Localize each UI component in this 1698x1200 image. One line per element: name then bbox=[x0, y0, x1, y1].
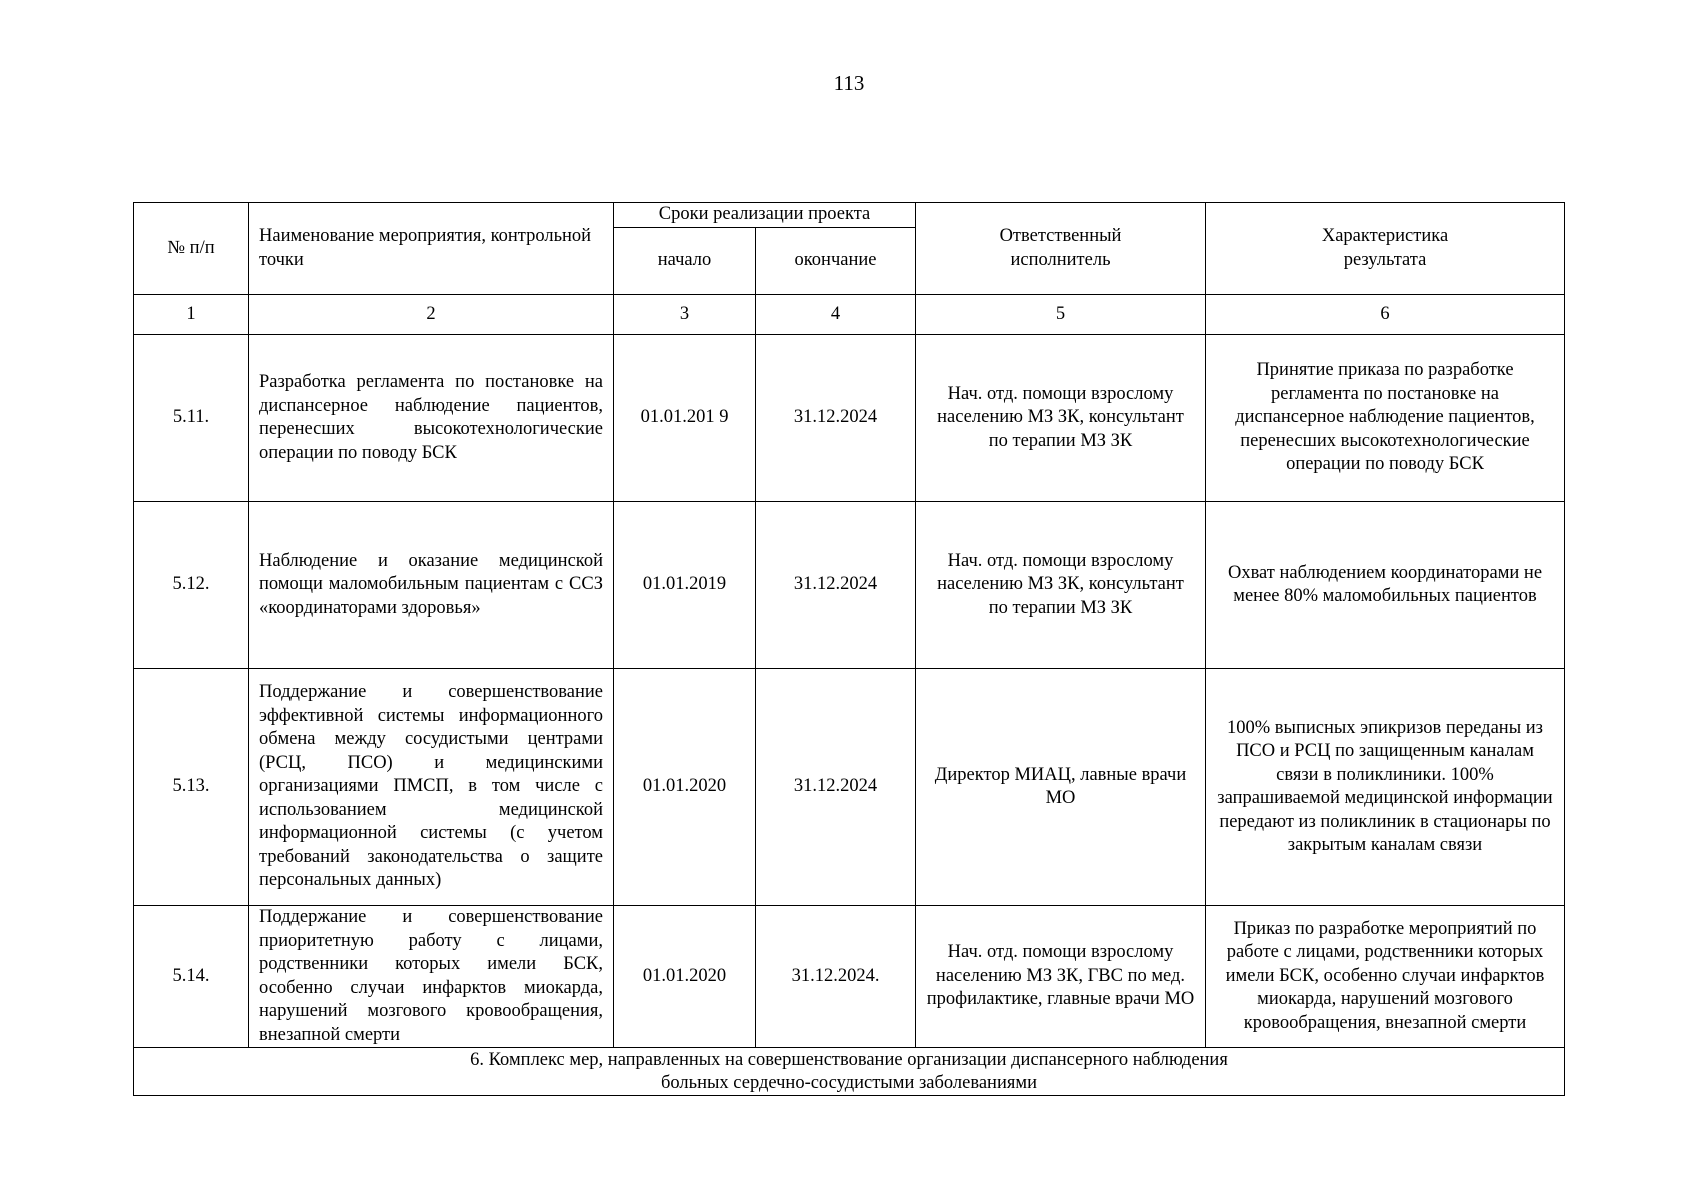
row-end-date: 31.12.2024 bbox=[756, 669, 916, 906]
row-end-date: 31.12.2024 bbox=[756, 335, 916, 502]
header-num: № п/п bbox=[134, 203, 249, 295]
section-row bbox=[134, 1048, 1565, 1096]
table-row bbox=[134, 906, 1565, 1048]
row-activity-name: Поддержание и совершенствование эффективной системы информационного обмена между сосудистыми центрами (РСЦ, ПСО) и медицинскими организациями ПМСП, в том числе с использованием медицинской информационной системы (с учетом требований законодательства о защите персональных данных) bbox=[249, 669, 614, 906]
column-number: 1 bbox=[134, 295, 249, 335]
row-activity-name: Наблюдение и оказание медицинской помощи маломобильным пациентам с ССЗ «координаторами здоровья» bbox=[249, 502, 614, 669]
section-heading bbox=[134, 1048, 1565, 1096]
column-number: 5 bbox=[916, 295, 1206, 335]
row-start-date: 01.01.201 9 bbox=[614, 335, 756, 502]
row-start-date: 01.01.2020 bbox=[614, 906, 756, 1048]
row-end-date: 31.12.2024 bbox=[756, 502, 916, 669]
row-start-date: 01.01.2020 bbox=[614, 669, 756, 906]
section-heading-line2: больных сердечно-сосудистыми заболеваниями bbox=[661, 1072, 1037, 1093]
header-period: Сроки реализации проекта bbox=[614, 203, 916, 228]
plan-table bbox=[133, 202, 1565, 1096]
header-start: начало bbox=[614, 228, 756, 295]
row-activity-name: Поддержание и совершенствование приоритетную работу с лицами, родственники которых имели БСК, особенно случаи инфарктов миокарда, нарушений мозгового кровообращения, внезапной смерти bbox=[249, 906, 614, 1048]
column-number: 2 bbox=[249, 295, 614, 335]
row-result: Принятие приказа по разработке регламента по постановке на диспансерное наблюдение пациентов, перенесших высокотехнологические операции по поводу БСК bbox=[1206, 335, 1565, 502]
column-number: 6 bbox=[1206, 295, 1565, 335]
row-end-date: 31.12.2024. bbox=[756, 906, 916, 1048]
page-number: 113 bbox=[833, 71, 865, 95]
header-result bbox=[1206, 203, 1565, 295]
row-number: 5.13. bbox=[134, 669, 249, 906]
row-activity-name: Разработка регламента по постановке на диспансерное наблюдение пациентов, перенесших высокотехнологические операции по поводу БСК bbox=[249, 335, 614, 502]
row-result: 100% выписных эпикризов переданы из ПСО и РСЦ по защищенным каналам связи в поликлиники. 100% запрашиваемой медицинской информации передают из поликлиник в стационары по закрытым каналам связи bbox=[1206, 669, 1565, 906]
row-start-date: 01.01.2019 bbox=[614, 502, 756, 669]
column-number: 4 bbox=[756, 295, 916, 335]
table-row bbox=[134, 502, 1565, 669]
row-number: 5.14. bbox=[134, 906, 249, 1048]
header-result-text: Характеристика результата bbox=[1321, 226, 1449, 270]
row-result: Охват наблюдением координаторами не менее 80% маломобильных пациентов bbox=[1206, 502, 1565, 669]
header-responsible bbox=[916, 203, 1206, 295]
row-responsible: Директор МИАЦ, лавные врачи МО bbox=[916, 669, 1206, 906]
header-name: Наименование мероприятия, контрольной точки bbox=[249, 203, 614, 295]
row-result: Приказ по разработке мероприятий по работе с лицами, родственники которых имели БСК, особенно случаи инфарктов миокарда, нарушений мозгового кровообращения, внезапной смерти bbox=[1206, 906, 1565, 1048]
column-numbers-row bbox=[134, 295, 1565, 335]
table-row bbox=[134, 335, 1565, 502]
row-responsible: Нач. отд. помощи взрослому населению МЗ ЗК, консультант по терапии МЗ ЗК bbox=[916, 335, 1206, 502]
header-row-top bbox=[134, 203, 1565, 228]
row-number: 5.12. bbox=[134, 502, 249, 669]
table-row bbox=[134, 669, 1565, 906]
header-end: окончание bbox=[756, 228, 916, 295]
row-responsible: Нач. отд. помощи взрослому населению МЗ ЗК, ГВС по мед. профилактике, главные врачи МО bbox=[916, 906, 1206, 1048]
column-number: 3 bbox=[614, 295, 756, 335]
row-responsible: Нач. отд. помощи взрослому населению МЗ ЗК, консультант по терапии МЗ ЗК bbox=[916, 502, 1206, 669]
section-heading-line1: 6. Комплекс мер, направленных на совершенствование организации диспансерного наблюдения bbox=[470, 1049, 1228, 1070]
row-number: 5.11. bbox=[134, 335, 249, 502]
header-responsible-text: Ответственный исполнитель bbox=[999, 226, 1122, 270]
